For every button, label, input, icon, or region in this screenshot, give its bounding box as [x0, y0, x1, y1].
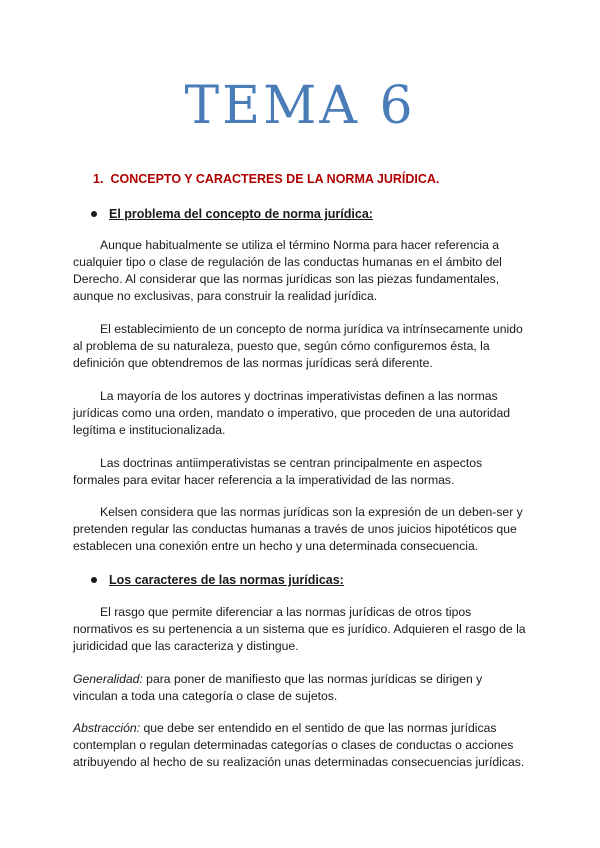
subsection-label: El problema del concepto de norma jurídica:: [109, 207, 373, 221]
subsection-characters: [91, 572, 344, 588]
section-number: 1.: [93, 172, 104, 186]
document-title: TEMA 6: [184, 76, 416, 136]
subsection-concept-problem: [91, 206, 373, 222]
definition-abstraccion: [73, 720, 529, 771]
definition-text: para poner de manifiesto que las normas jurídicas se dirigen y vinculan a toda una categoría o clase de sujetos.: [73, 672, 483, 703]
definition-text: que debe ser entendido en el sentido de que las normas jurídicas contemplan o regulan determinadas categorías o clases de conductas o acciones atribuyendo al hecho de su realización unas determinadas consecuencias jurídicas.: [73, 721, 525, 769]
paragraph: El rasgo que permite diferenciar a las normas jurídicas de otros tipos normativos es su pertenencia a un sistema que es jurídico. Adquieren el rasgo de la juridicidad que las caracteriza y distingue.: [73, 605, 526, 653]
paragraph: El establecimiento de un concepto de norma jurídica va intrínsecamente unido al problema de su naturaleza, puesto que, según cómo configuremos ésta, la definición que obtendremos de las normas jurídicas será diferente.: [73, 322, 523, 370]
bullet-icon: [91, 211, 97, 217]
bullet-icon: [91, 577, 97, 583]
paragraph: Las doctrinas antiimperativistas se centran principalmente en aspectos formales para evitar hacer referencia a la imperatividad de las normas.: [73, 456, 483, 487]
definition-term: Abstracción:: [73, 721, 141, 735]
paragraph: Aunque habitualmente se utiliza el término Norma para hacer referencia a cualquier tipo o clase de regulación de las conductas humanas en el ámbito del Derecho. Al considerar que las normas jurídicas son las piezas fundamentales, aunque no exclusivas, para construir la realidad jurídica.: [73, 238, 502, 303]
subsection-label: Los caracteres de las normas jurídicas:: [109, 573, 344, 587]
section-heading-text: CONCEPTO Y CARACTERES DE LA NORMA JURÍDICA.: [110, 172, 440, 186]
section-heading: [93, 171, 439, 187]
paragraph: La mayoría de los autores y doctrinas imperativistas definen a las normas jurídicas como una orden, mandato o imperativo, que proceden de una autoridad legítima e institucionalizada.: [73, 389, 511, 437]
definition-generalidad: [73, 671, 529, 705]
definition-term: Generalidad:: [73, 672, 143, 686]
paragraph: Kelsen considera que las normas jurídicas son la expresión de un deben-ser y pretenden regular las conductas humanas a través de unos juicios hipotéticos que establecen una conexión entre un hecho y una determinada consecuencia.: [73, 505, 523, 553]
